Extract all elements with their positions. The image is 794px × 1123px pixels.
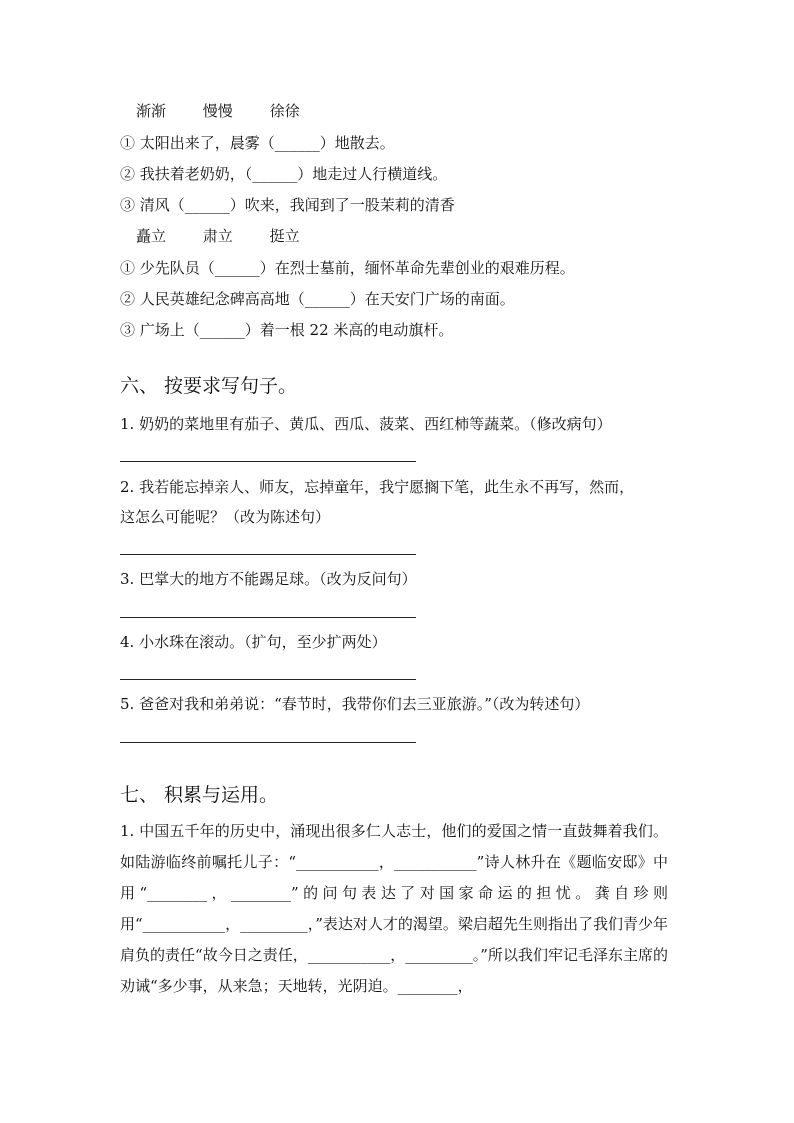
fill-in-item: ② 人民英雄纪念碑高高地（______）在天安门广场的南面。 <box>120 290 515 308</box>
fill-in-item: ③ 清风（______）吹来，我闻到了一股茉莉的清香 <box>120 196 455 214</box>
question-5: 5. 爸爸对我和弟弟说：“春节时，我带你们去三亚旅游。”（改为转述句） <box>120 695 590 713</box>
fill-in-item: ① 少先队员（______）在烈士墓前，缅怀革命先辈创业的艰难历程。 <box>120 259 575 277</box>
answer-line[interactable] <box>120 554 416 555</box>
word-choice: 矗立 <box>136 227 167 245</box>
word-choices-group-1 <box>136 101 300 121</box>
fill-in-item: ① 太阳出来了，晨雾（______）地散去。 <box>120 134 395 152</box>
answer-line[interactable] <box>120 742 416 743</box>
question-3: 3. 巴掌大的地方不能踢足球。（改为反问句） <box>120 570 417 588</box>
question-1: 1. 奶奶的菜地里有茄子、黄瓜、西瓜、菠菜、西红柿等蔬菜。（修改病句） <box>120 415 612 433</box>
word-choices-group-2 <box>136 226 300 246</box>
question-4: 4. 小水珠在滚动。（扩句，至少扩两处） <box>120 633 387 651</box>
word-choice: 渐渐 <box>136 102 167 120</box>
fill-in-item: ② 我扶着老奶奶，（______）地走过人行横道线。 <box>120 165 448 183</box>
answer-line[interactable] <box>120 617 416 618</box>
word-choice: 慢慢 <box>202 102 233 120</box>
fill-in-item: ③ 广场上（______）着一根 22 米高的电动旗杆。 <box>120 321 454 339</box>
word-choice: 徐徐 <box>269 102 300 120</box>
section-heading: 六、 按要求写句子。 <box>120 375 298 397</box>
answer-line[interactable] <box>120 461 416 462</box>
section-heading: 七、 积累与运用。 <box>120 784 279 806</box>
question-2-cont: 这怎么可能呢？（改为陈述句） <box>120 508 331 526</box>
word-choice: 肃立 <box>202 227 233 245</box>
question-paragraph: 1. 中国五千年的历史中，涌现出很多仁人志士，他们的爱国之情一直鼓舞着我们。如陆游临终前嘱托儿子：“___________，___________”诗人林升在《题临安邸》中用“________，________”的问句表达了对国家命运的担忧。龚自珍则用“___________，_________，”表达对人才的渴望。梁启超先生则指出了我们青少年肩负的责任“故今日之责任，___________，_________。”所以我们牢记毛泽东主席的劝诫“多少事，从来急；天地转，光阴迫。________， <box>120 822 668 995</box>
question-2: 2. 我若能忘掉亲人、师友，忘掉童年，我宁愿搁下笔，此生永不再写，然而， <box>120 478 635 496</box>
word-choice: 挺立 <box>269 227 300 245</box>
answer-line[interactable] <box>120 679 416 680</box>
